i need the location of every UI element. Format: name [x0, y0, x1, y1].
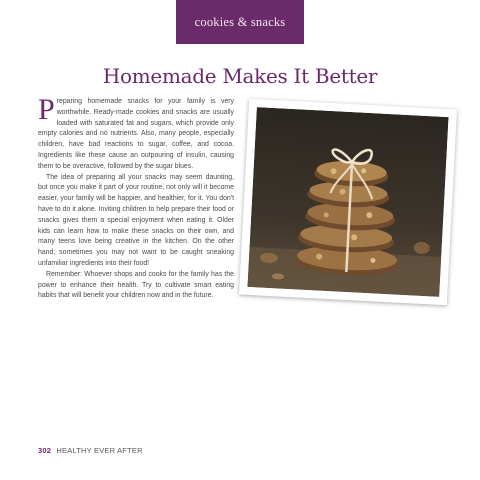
paragraph-3: Remember: Whoever shops and cooks for the family has the power to enhance their health. Try to cultivate smart eating habits that will benefit your children now and in the future.: [38, 270, 234, 300]
drop-cap: P: [38, 93, 55, 126]
book-title: HEALTHY EVER AFTER: [56, 446, 143, 455]
cookie-stack-image: [247, 107, 448, 297]
paragraph-1: [38, 93, 234, 173]
article-title: Homemade Makes It Better: [102, 64, 378, 88]
paragraph-1-text: reparing homemade snacks for your family is very worthwhile. Ready-made cookies and snacks are usually loaded with saturated fat and sugars, which provide only empty calories and no nutrients. Also, many people, especially children, have bad reactions to sugar, coffee, and cocoa. Ingredients like these cause an outpouring of insulin, causing them to be overactive, followed by the sugar blues.: [38, 98, 234, 170]
section-label: cookies & snacks: [194, 14, 286, 29]
page-footer: [38, 446, 143, 455]
page-number: 302: [38, 446, 52, 455]
section-header-band: [176, 0, 304, 44]
article-body: [38, 93, 234, 302]
paragraph-2: The idea of preparing all your snacks may seem daunting, but once you make it part of your routine, not only will it become easier, your family will be happier, and healthier, for it. You don't have to do it alone. Inviting children to help prepare their food or snacks gives them a special enjoyment when eating it. Older kids can learn how to make these snacks on their own, and many teens love being creative in the kitchen. On the other hand, sometimes you may not want to be caught sneaking unfamiliar ingredients into their food!: [38, 173, 234, 267]
cookie-stack-photo: [239, 99, 457, 306]
